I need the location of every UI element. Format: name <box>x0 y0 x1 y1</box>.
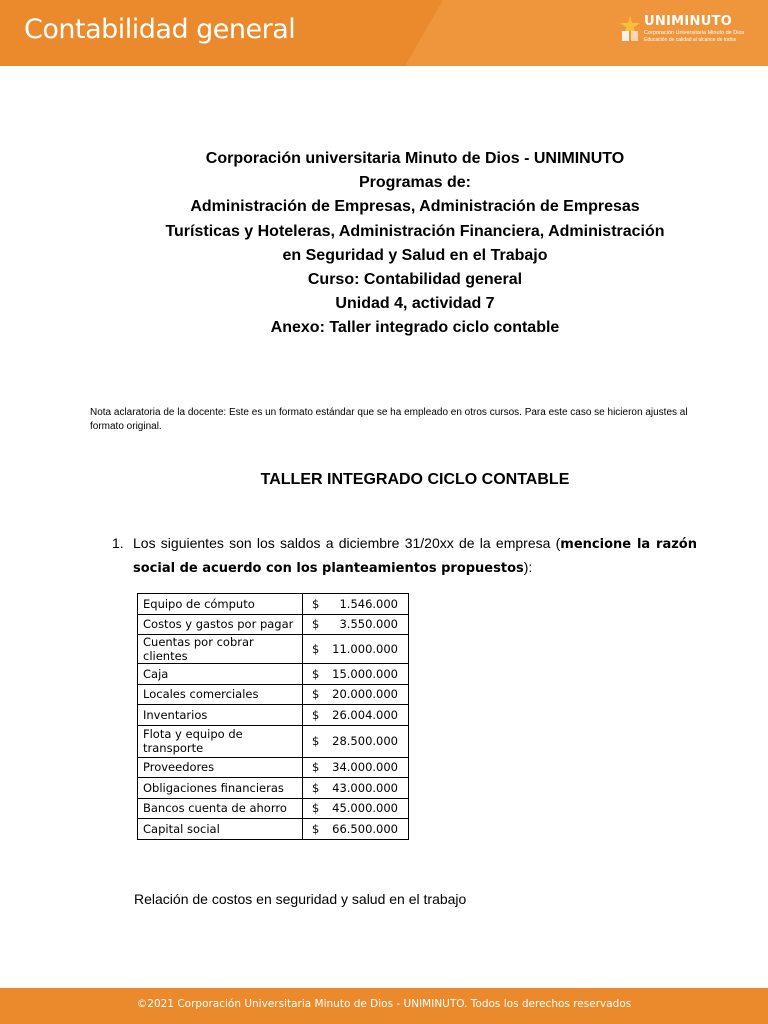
table-row <box>138 705 409 726</box>
amount-cell: $ 34.000.000 <box>303 757 409 778</box>
uniminuto-logo <box>618 12 748 48</box>
title-line: Corporación universitaria Minuto de Dios - UNIMINUTO <box>205 150 625 167</box>
title-line: Curso: Contabilidad general <box>307 271 523 289</box>
account-cell: Costos y gastos por pagar <box>138 614 303 635</box>
amount-cell: $ 11.000.000 <box>303 635 409 664</box>
table-row <box>138 725 409 757</box>
account-cell: Caja <box>138 664 303 685</box>
logo-tagline: Educación de calidad al alcance de todos <box>644 37 737 43</box>
title-line: Administración de Empresas, Administración de Empresas <box>190 198 640 216</box>
relation-heading: Relación de costos en seguridad y salud en el trabajo <box>134 891 467 907</box>
balances-table <box>137 593 409 840</box>
amount-cell: $ 20.000.000 <box>303 684 409 705</box>
title-line: Anexo: Taller integrado ciclo contable <box>270 319 560 337</box>
page-header <box>0 0 768 66</box>
table-row <box>138 819 409 840</box>
account-cell: Proveedores <box>138 757 303 778</box>
amount-cell: $ 26.004.000 <box>303 705 409 726</box>
account-cell: Locales comerciales <box>138 684 303 705</box>
title-line: Programas de: <box>358 174 472 192</box>
section-title: TALLER INTEGRADO CICLO CONTABLE <box>260 471 570 488</box>
item-text-before: Los siguientes son los saldos a diciembre 31/20xx de la empresa ( <box>133 535 561 551</box>
amount-cell: $ 66.500.000 <box>303 819 409 840</box>
amount-cell: $ 43.000.000 <box>303 778 409 799</box>
table-row <box>138 594 409 615</box>
copyright-text: ©2021 Corporación Universitaria Minuto de Dios - UNIMINUTO. Todos los derechos reservados <box>136 998 632 1010</box>
title-line: Turísticas y Hoteleras, Administración Financiera, Administración <box>165 222 665 240</box>
table-row <box>138 684 409 705</box>
logo-mark-icon <box>618 14 642 42</box>
table-row <box>138 614 409 635</box>
account-cell: Flota y equipo de transporte <box>138 725 303 757</box>
table-row <box>138 757 409 778</box>
table-row <box>138 798 409 819</box>
account-cell: Bancos cuenta de ahorro <box>138 798 303 819</box>
amount-cell: $ 3.550.000 <box>303 614 409 635</box>
item-text-after: ): <box>523 559 533 575</box>
logo-subtitle: Corporación Universitaria Minuto de Dios <box>644 30 745 36</box>
table-row <box>138 635 409 664</box>
page-footer <box>0 988 768 1024</box>
logo-name: UNIMINUTO <box>644 14 733 29</box>
title-line: en Seguridad y Salud en el Trabajo <box>282 246 548 264</box>
document-titles <box>100 147 730 341</box>
amount-cell: $ 45.000.000 <box>303 798 409 819</box>
account-cell: Capital social <box>138 819 303 840</box>
table-row <box>138 778 409 799</box>
table-row <box>138 664 409 685</box>
account-cell: Equipo de cómputo <box>138 594 303 615</box>
title-line: Unidad 4, actividad 7 <box>335 295 495 313</box>
header-title: Contabilidad general <box>24 14 296 45</box>
item-number: 1. <box>112 535 124 551</box>
amount-cell: $ 1.546.000 <box>303 594 409 615</box>
list-item <box>112 532 697 580</box>
item-text <box>133 532 697 580</box>
account-cell: Cuentas por cobrar clientes <box>138 635 303 664</box>
account-cell: Inventarios <box>138 705 303 726</box>
amount-cell: $ 28.500.000 <box>303 725 409 757</box>
item-text-bold: mencione la razón social de acuerdo con los planteamientos propuestos <box>133 537 697 576</box>
amount-cell: $ 15.000.000 <box>303 664 409 685</box>
account-cell: Obligaciones financieras <box>138 778 303 799</box>
clarification-note: Nota aclaratoria de la docente: Este es un formato estándar que se ha empleado en otros cursos. Para este caso se hicieron ajustes al formato original. <box>90 407 688 432</box>
